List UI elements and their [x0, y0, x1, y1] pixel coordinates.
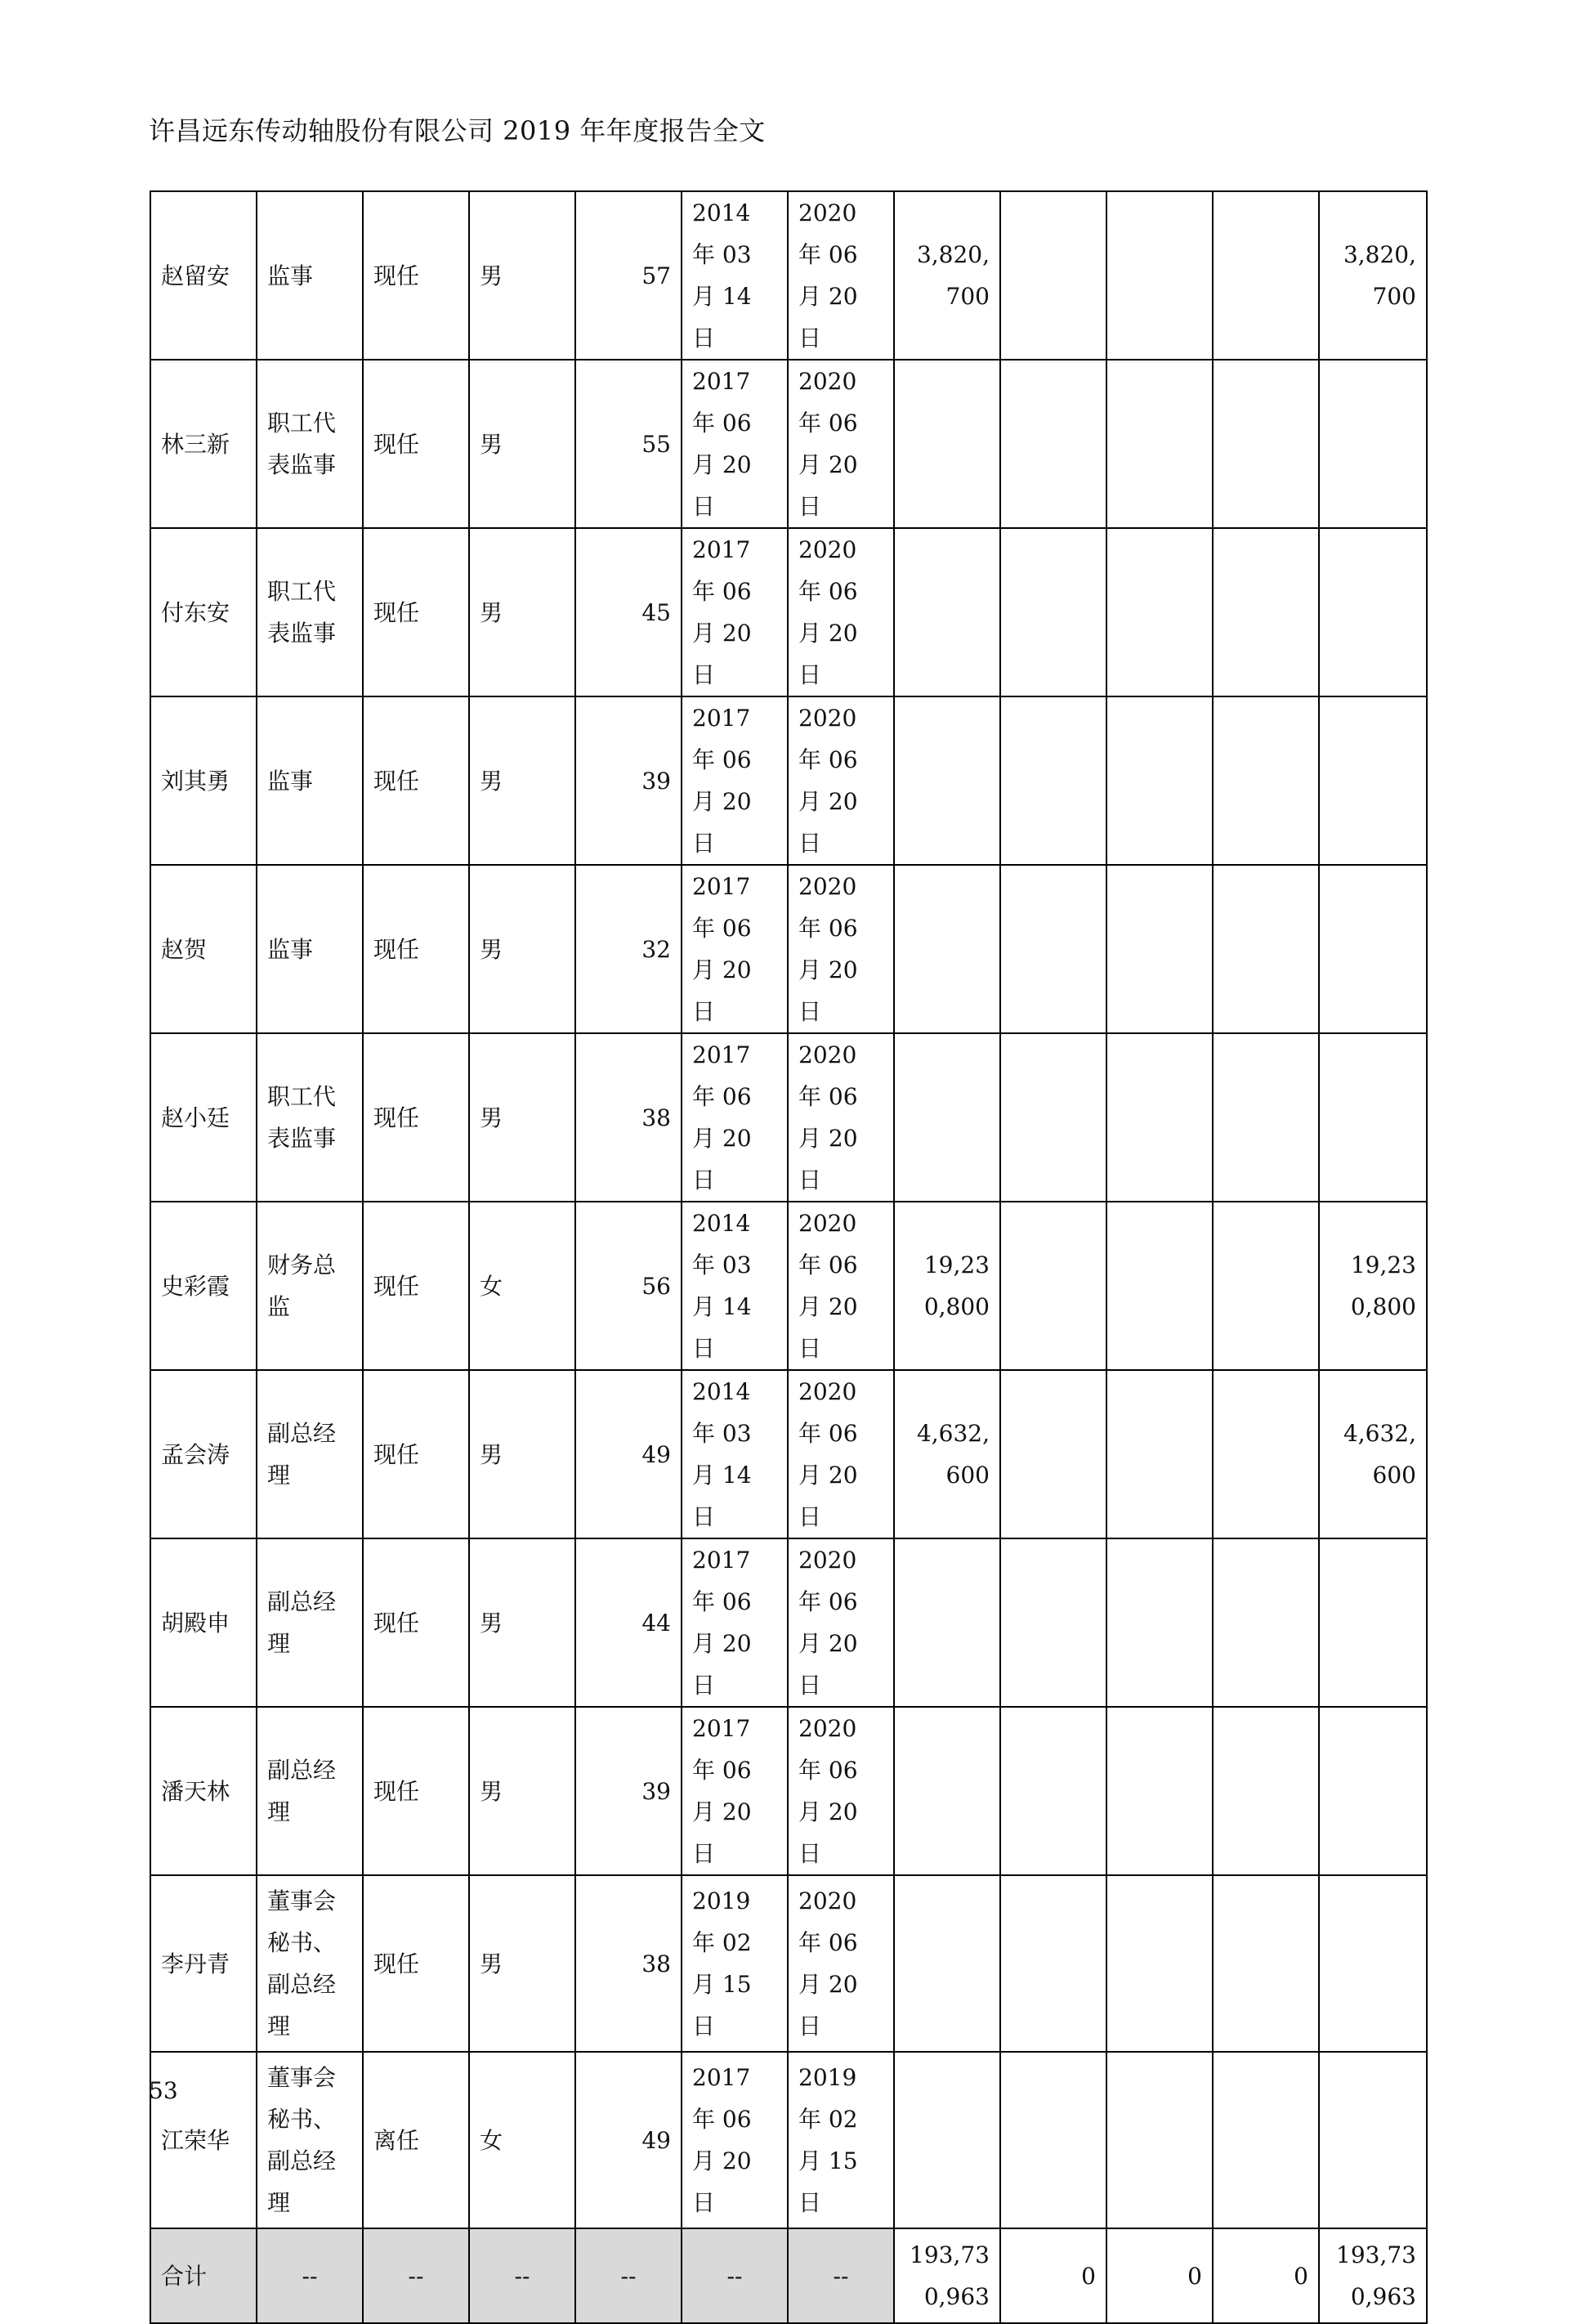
placeholder-cell: --	[575, 2228, 682, 2323]
title-cell: 副总经理	[257, 1707, 363, 1875]
title-cell: 董事会秘书、副总经理	[257, 1875, 363, 2052]
name-cell: 赵贺	[150, 865, 257, 1033]
placeholder-cell: --	[469, 2228, 575, 2323]
start-date-cell: 2014 年 03 月 14 日	[682, 1370, 788, 1538]
table-row	[150, 1370, 1427, 1538]
start-date-cell: 2017 年 06 月 20 日	[682, 528, 788, 696]
other-change-cell	[1213, 191, 1319, 360]
shareholding-table	[150, 190, 1428, 2324]
begin-shares-cell	[894, 1707, 1000, 1875]
age-cell: 49	[575, 1370, 682, 1538]
other-change-cell	[1213, 1033, 1319, 1202]
decrease-cell	[1106, 1033, 1213, 1202]
status-cell: 现任	[363, 528, 469, 696]
decrease-cell	[1106, 1875, 1213, 2052]
increase-cell	[1000, 696, 1106, 865]
title-cell: 职工代表监事	[257, 360, 363, 528]
end-date-cell: 2020 年 06 月 20 日	[788, 1707, 894, 1875]
title-cell: 副总经理	[257, 1370, 363, 1538]
status-cell: 现任	[363, 1875, 469, 2052]
end-date-cell: 2020 年 06 月 20 日	[788, 1033, 894, 1202]
status-cell: 现任	[363, 1707, 469, 1875]
placeholder-cell: --	[788, 2228, 894, 2323]
name-cell: 赵小廷	[150, 1033, 257, 1202]
decrease-cell	[1106, 865, 1213, 1033]
increase-cell	[1000, 865, 1106, 1033]
status-cell: 现任	[363, 191, 469, 360]
other-change-cell	[1213, 360, 1319, 528]
end-shares-cell	[1319, 865, 1427, 1033]
table-row	[150, 696, 1427, 865]
end-shares-cell	[1319, 1033, 1427, 1202]
gender-cell: 男	[469, 1538, 575, 1707]
decrease-cell	[1106, 696, 1213, 865]
increase-cell	[1000, 528, 1106, 696]
increase-cell	[1000, 1202, 1106, 1370]
begin-shares-cell	[894, 1875, 1000, 2052]
decrease-cell	[1106, 2052, 1213, 2228]
gender-cell: 男	[469, 1033, 575, 1202]
total-begin-shares-cell: 193,730,963	[894, 2228, 1000, 2323]
table-body	[150, 191, 1427, 2323]
begin-shares-cell: 19,230,800	[894, 1202, 1000, 1370]
name-cell: 李丹青	[150, 1875, 257, 2052]
increase-cell	[1000, 1370, 1106, 1538]
placeholder-cell: --	[257, 2228, 363, 2323]
age-cell: 39	[575, 1707, 682, 1875]
begin-shares-cell	[894, 696, 1000, 865]
begin-shares-cell	[894, 2052, 1000, 2228]
begin-shares-cell	[894, 1033, 1000, 1202]
table-row	[150, 1707, 1427, 1875]
end-date-cell: 2020 年 06 月 20 日	[788, 360, 894, 528]
status-cell: 现任	[363, 1538, 469, 1707]
end-date-cell: 2020 年 06 月 20 日	[788, 696, 894, 865]
end-date-cell: 2020 年 06 月 20 日	[788, 1370, 894, 1538]
other-change-cell	[1213, 1370, 1319, 1538]
start-date-cell: 2017 年 06 月 20 日	[682, 1033, 788, 1202]
table-row	[150, 1033, 1427, 1202]
increase-cell	[1000, 1033, 1106, 1202]
start-date-cell: 2017 年 06 月 20 日	[682, 865, 788, 1033]
end-date-cell: 2020 年 06 月 20 日	[788, 1202, 894, 1370]
increase-cell	[1000, 191, 1106, 360]
gender-cell: 男	[469, 1370, 575, 1538]
end-shares-cell: 3,820,700	[1319, 191, 1427, 360]
age-cell: 45	[575, 528, 682, 696]
gender-cell: 男	[469, 865, 575, 1033]
end-date-cell: 2020 年 06 月 20 日	[788, 865, 894, 1033]
title-cell: 监事	[257, 696, 363, 865]
title-cell: 职工代表监事	[257, 528, 363, 696]
other-change-cell	[1213, 1707, 1319, 1875]
start-date-cell: 2017 年 06 月 20 日	[682, 1707, 788, 1875]
begin-shares-cell	[894, 865, 1000, 1033]
begin-shares-cell	[894, 1538, 1000, 1707]
name-cell: 林三新	[150, 360, 257, 528]
decrease-cell	[1106, 1202, 1213, 1370]
end-shares-cell	[1319, 696, 1427, 865]
table-row	[150, 865, 1427, 1033]
start-date-cell: 2019 年 02 月 15 日	[682, 1875, 788, 2052]
title-cell: 职工代表监事	[257, 1033, 363, 1202]
status-cell: 离任	[363, 2052, 469, 2228]
end-shares-cell: 4,632,600	[1319, 1370, 1427, 1538]
name-cell: 赵留安	[150, 191, 257, 360]
age-cell: 44	[575, 1538, 682, 1707]
end-shares-cell	[1319, 1875, 1427, 2052]
start-date-cell: 2017 年 06 月 20 日	[682, 360, 788, 528]
name-cell: 刘其勇	[150, 696, 257, 865]
placeholder-cell: --	[682, 2228, 788, 2323]
decrease-cell	[1106, 1538, 1213, 1707]
other-change-cell	[1213, 1202, 1319, 1370]
status-cell: 现任	[363, 360, 469, 528]
table-row	[150, 1538, 1427, 1707]
table-row	[150, 360, 1427, 528]
start-date-cell: 2017 年 06 月 20 日	[682, 1538, 788, 1707]
status-cell: 现任	[363, 865, 469, 1033]
decrease-cell	[1106, 528, 1213, 696]
name-cell: 史彩霞	[150, 1202, 257, 1370]
status-cell: 现任	[363, 1202, 469, 1370]
placeholder-cell: --	[363, 2228, 469, 2323]
increase-cell	[1000, 360, 1106, 528]
age-cell: 49	[575, 2052, 682, 2228]
end-shares-cell	[1319, 1538, 1427, 1707]
table-row	[150, 1875, 1427, 2052]
decrease-cell	[1106, 1370, 1213, 1538]
increase-cell	[1000, 2052, 1106, 2228]
name-cell: 胡殿申	[150, 1538, 257, 1707]
page-number: 53	[149, 2077, 178, 2104]
status-cell: 现任	[363, 1033, 469, 1202]
age-cell: 55	[575, 360, 682, 528]
decrease-cell	[1106, 191, 1213, 360]
end-date-cell: 2020 年 06 月 20 日	[788, 1875, 894, 2052]
other-change-cell	[1213, 1875, 1319, 2052]
other-change-cell	[1213, 696, 1319, 865]
end-date-cell: 2019 年 02 月 15 日	[788, 2052, 894, 2228]
other-change-cell	[1213, 528, 1319, 696]
gender-cell: 女	[469, 2052, 575, 2228]
table-row	[150, 1202, 1427, 1370]
start-date-cell: 2017 年 06 月 20 日	[682, 2052, 788, 2228]
gender-cell: 男	[469, 696, 575, 865]
total-increase-cell: 0	[1000, 2228, 1106, 2323]
end-shares-cell	[1319, 528, 1427, 696]
gender-cell: 男	[469, 191, 575, 360]
title-cell: 监事	[257, 191, 363, 360]
end-shares-cell	[1319, 2052, 1427, 2228]
name-cell: 潘天林	[150, 1707, 257, 1875]
title-cell: 财务总监	[257, 1202, 363, 1370]
age-cell: 57	[575, 191, 682, 360]
end-shares-cell: 19,230,800	[1319, 1202, 1427, 1370]
name-cell: 江荣华	[150, 2052, 257, 2228]
decrease-cell	[1106, 360, 1213, 528]
age-cell: 38	[575, 1033, 682, 1202]
title-cell: 监事	[257, 865, 363, 1033]
end-date-cell: 2020 年 06 月 20 日	[788, 191, 894, 360]
begin-shares-cell: 3,820,700	[894, 191, 1000, 360]
increase-cell	[1000, 1707, 1106, 1875]
other-change-cell	[1213, 1538, 1319, 1707]
table-row	[150, 191, 1427, 360]
gender-cell: 男	[469, 360, 575, 528]
gender-cell: 男	[469, 1707, 575, 1875]
start-date-cell: 2017 年 06 月 20 日	[682, 696, 788, 865]
start-date-cell: 2014 年 03 月 14 日	[682, 191, 788, 360]
increase-cell	[1000, 1538, 1106, 1707]
title-cell: 董事会秘书、副总经理	[257, 2052, 363, 2228]
age-cell: 39	[575, 696, 682, 865]
page-header: 许昌远东传动轴股份有限公司 2019 年年度报告全文	[149, 115, 766, 146]
title-cell: 副总经理	[257, 1538, 363, 1707]
gender-cell: 女	[469, 1202, 575, 1370]
end-shares-cell	[1319, 1707, 1427, 1875]
total-decrease-cell: 0	[1106, 2228, 1213, 2323]
begin-shares-cell	[894, 528, 1000, 696]
gender-cell: 男	[469, 1875, 575, 2052]
begin-shares-cell: 4,632,600	[894, 1370, 1000, 1538]
age-cell: 56	[575, 1202, 682, 1370]
end-date-cell: 2020 年 06 月 20 日	[788, 1538, 894, 1707]
total-end-shares-cell: 193,730,963	[1319, 2228, 1427, 2323]
status-cell: 现任	[363, 1370, 469, 1538]
other-change-cell	[1213, 865, 1319, 1033]
gender-cell: 男	[469, 528, 575, 696]
status-cell: 现任	[363, 696, 469, 865]
start-date-cell: 2014 年 03 月 14 日	[682, 1202, 788, 1370]
table-row	[150, 2052, 1427, 2228]
total-row	[150, 2228, 1427, 2323]
table-row	[150, 528, 1427, 696]
age-cell: 38	[575, 1875, 682, 2052]
name-cell: 付东安	[150, 528, 257, 696]
end-date-cell: 2020 年 06 月 20 日	[788, 528, 894, 696]
age-cell: 32	[575, 865, 682, 1033]
decrease-cell	[1106, 1707, 1213, 1875]
other-change-cell	[1213, 2052, 1319, 2228]
total-other-change-cell: 0	[1213, 2228, 1319, 2323]
end-shares-cell	[1319, 360, 1427, 528]
begin-shares-cell	[894, 360, 1000, 528]
name-cell: 孟会涛	[150, 1370, 257, 1538]
total-label-cell: 合计	[150, 2228, 257, 2323]
increase-cell	[1000, 1875, 1106, 2052]
